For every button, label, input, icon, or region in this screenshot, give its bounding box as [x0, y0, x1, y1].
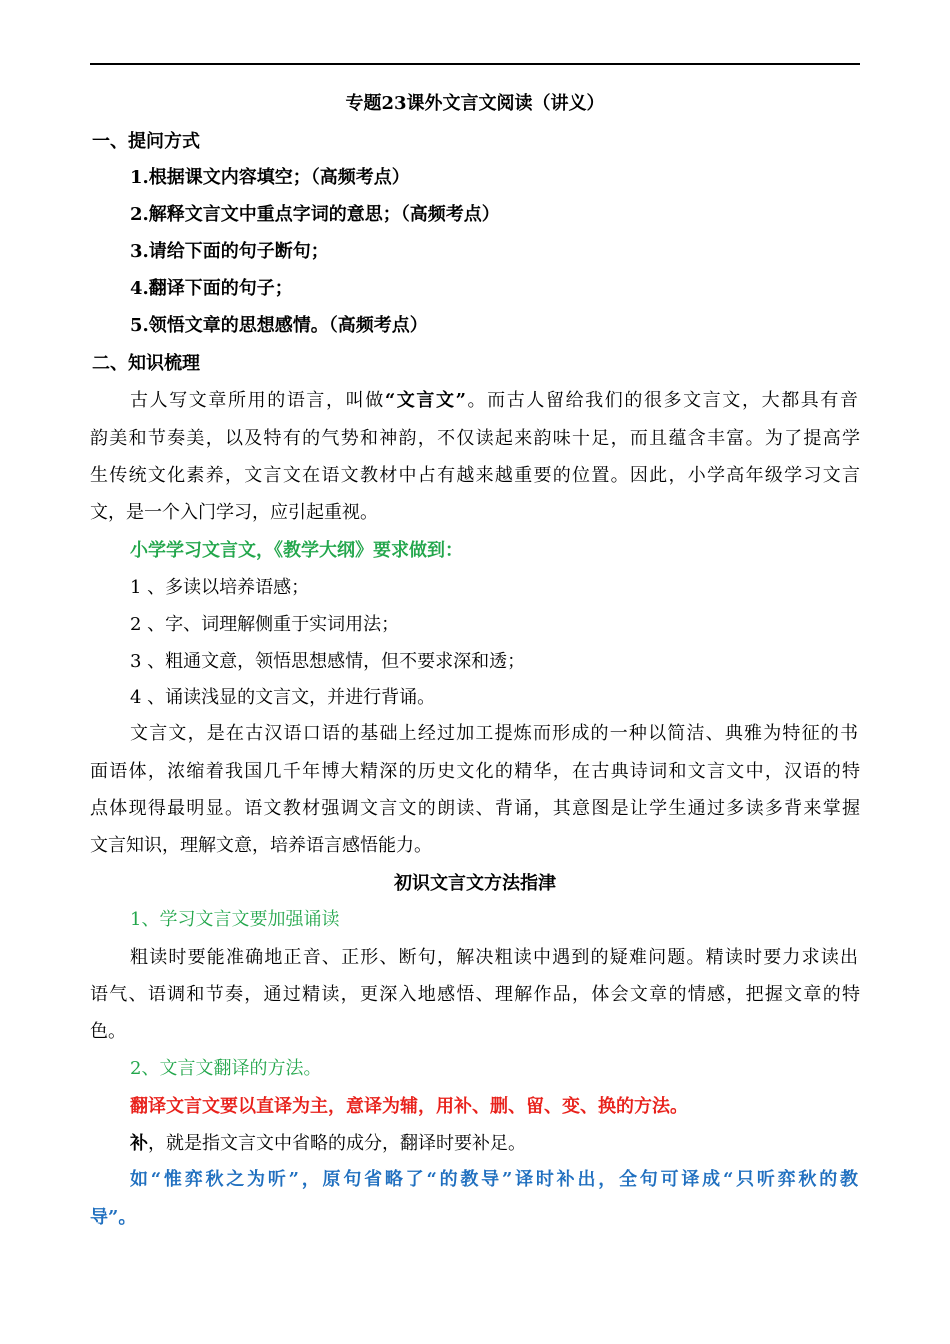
question-type-item: 2.解释文言文中重点字词的意思；（高频考点） [130, 204, 500, 225]
paragraph-line: 文言知识，理解文意，培养语言感悟能力。 [90, 835, 432, 856]
paragraph-line: 补，就是指文言文中省略的成分，翻译时要补足。 [130, 1133, 526, 1154]
question-type-item: 3.请给下面的句子断句； [130, 241, 329, 262]
question-type-item: 5.领悟文章的思想感情。（高频考点） [130, 315, 428, 336]
example-line: 如“惟弈秋之为听”，原句省略了“的教导”译时补出，全句可译成“只听弈秋的教 [130, 1169, 858, 1190]
syllabus-item: 1 、多读以培养语感； [130, 577, 310, 598]
paragraph-line: 点体现得最明显。语文教材强调文言文的朗读、背诵，其意图是让学生通过多读多背来掌握 [90, 798, 860, 819]
section-heading-question-types: 一、提问方式 [92, 131, 200, 152]
syllabus-heading: 小学学习文言文，《教学大纲》要求做到： [130, 540, 463, 561]
paragraph-line: 面语体，浓缩着我国几千年博大精深的历史文化的精华，在古典诗词和文言文中，汉语的特 [90, 761, 860, 782]
term-bu: 补 [130, 1133, 148, 1154]
example-line: 导”。 [90, 1207, 137, 1228]
term-wenyanwen: “文言文” [384, 390, 466, 411]
guide-subheading: 2、文言文翻译的方法。 [130, 1058, 322, 1079]
section-heading-knowledge: 二、知识梳理 [92, 353, 200, 374]
paragraph-line: 色。 [90, 1021, 126, 1042]
paragraph-line: 生传统文化素养，文言文在语文教材中占有越来越重要的位置。因此，小学高年级学习文言 [90, 465, 860, 486]
paragraph-line: 粗读时要能准确地正音、正形、断句，解决粗读中遇到的疑难问题。精读时要力求读出 [130, 947, 858, 968]
page-title: 专题23课外文言文阅读（讲义） [345, 93, 605, 114]
question-type-item: 4.翻译下面的句子； [130, 278, 293, 299]
paragraph-line: 韵美和节奏美，以及特有的气势和神韵，不仅读起来韵味十足，而且蕴含丰富。为了提高学 [90, 428, 860, 449]
syllabus-item: 2 、字、词理解侧重于实词用法； [130, 614, 400, 635]
paragraph-line: 文言文，是在古汉语口语的基础上经过加工提炼而形成的一种以简洁、典雅为特征的书 [130, 723, 858, 744]
translation-method-rule: 翻译文言文要以直译为主，意译为辅，用补、删、留、变、换的方法。 [130, 1096, 688, 1117]
syllabus-item: 3 、粗通文意，领悟思想感情，但不要求深和透； [130, 651, 526, 672]
paragraph-line: 文，是一个入门学习，应引起重视。 [90, 502, 378, 523]
guide-heading: 初识文言文方法指津 [394, 873, 556, 894]
question-type-item: 1.根据课文内容填空；（高频考点） [130, 167, 410, 188]
syllabus-item: 4 、诵读浅显的文言文，并进行背诵。 [130, 687, 436, 708]
guide-subheading: 1、学习文言文要加强诵读 [130, 909, 340, 930]
header-rule [90, 63, 860, 65]
paragraph-line: 古人写文章所用的语言，叫做“文言文”。而古人留给我们的很多文言文，大都具有音 [130, 390, 858, 411]
paragraph-line: 语气、语调和节奏，通过精读，更深入地感悟、理解作品，体会文章的情感，把握文章的特 [90, 984, 860, 1005]
